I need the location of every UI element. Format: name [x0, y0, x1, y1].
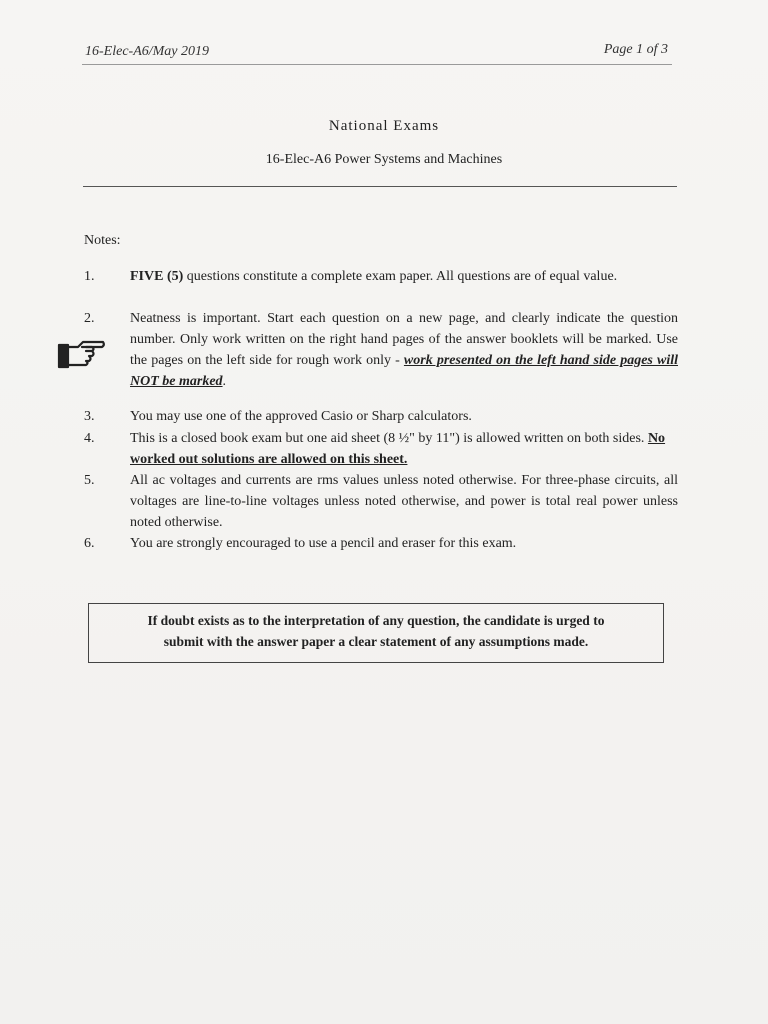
- note-text: [130, 266, 678, 287]
- assumptions-notice-box: [88, 603, 664, 663]
- note-item-3: [84, 406, 684, 427]
- note-text: All ac voltages and currents are rms values unless noted otherwise. For three-phase circuits, all voltages are line-to-line voltages unless noted otherwise, and power is total real power unless noted otherwise.: [130, 473, 678, 530]
- note-text: You may use one of the approved Casio or Sharp calculators.: [130, 409, 472, 424]
- note-text: [130, 428, 678, 470]
- note-emphasis: work presented on the left hand side pages will NOT be marked: [130, 353, 678, 389]
- note-item-2: [84, 308, 684, 392]
- notice-line-2: submit with the answer paper a clear statement of any assumptions made.: [163, 634, 589, 649]
- note-item-5: [84, 470, 684, 533]
- note-number: 6.: [84, 536, 95, 551]
- exam-subtitle: 16-Elec-A6 Power Systems and Machines: [265, 152, 503, 167]
- note-item-6: [84, 533, 684, 554]
- note-emphasis: No worked out solutions are allowed on this sheet.: [130, 431, 666, 467]
- note-text: You are strongly encouraged to use a pencil and eraser for this exam.: [130, 536, 517, 551]
- note-number: 2.: [84, 311, 95, 326]
- note-item-1: [84, 266, 684, 287]
- note-number: 4.: [84, 431, 95, 446]
- note-body: Neatness is important. Start each question on a new page, and clearly indicate the question number. Only work written on the right hand pages of the answer booklets will be marked. Use the pages on the left side for rough work only -: [130, 311, 678, 368]
- header-divider: [82, 64, 672, 65]
- header-page-indicator: Page 1 of 3: [603, 42, 668, 57]
- notes-label: Notes:: [84, 233, 121, 248]
- header-exam-code: 16-Elec-A6/May 2019: [85, 44, 210, 59]
- notice-line-1: If doubt exists as to the interpretation of any question, the candidate is urged to: [147, 613, 605, 628]
- page-title: National Exams: [328, 118, 440, 134]
- note-number: 5.: [84, 473, 95, 488]
- note-tail: .: [222, 374, 227, 389]
- title-divider: [83, 186, 677, 187]
- note-lead: FIVE (5): [130, 269, 184, 284]
- note-number: 3.: [84, 409, 95, 424]
- note-item-4: [84, 428, 684, 470]
- pointing-hand-icon: [56, 337, 106, 373]
- note-body: questions constitute a complete exam paper. All questions are of equal value.: [183, 269, 618, 284]
- note-text: [130, 308, 678, 392]
- note-body: This is a closed book exam but one aid sheet (8 ½" by 11") is allowed written on both sides.: [130, 431, 648, 446]
- note-number: 1.: [84, 269, 95, 284]
